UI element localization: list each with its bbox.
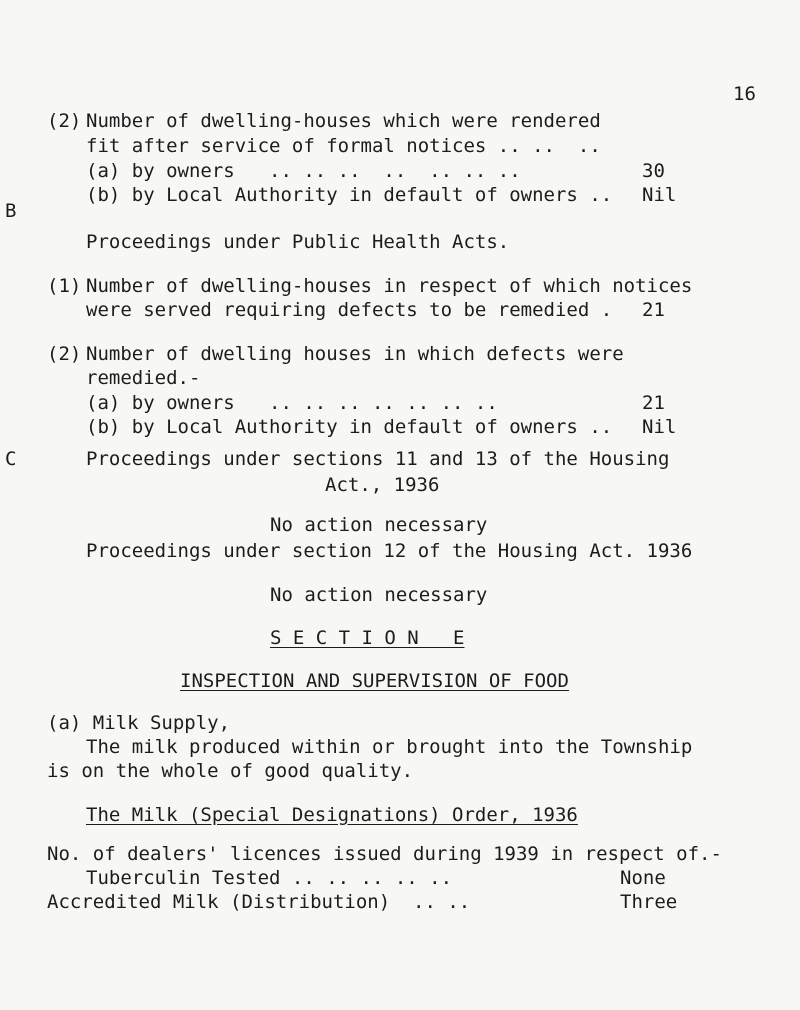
sub-item-b-value: Nil <box>642 416 677 438</box>
sub-item-a: (a) by owners .. .. .. .. .. .. .. <box>86 160 521 182</box>
item-text-line: Number of dwelling-houses in respect of which notices <box>86 275 693 297</box>
sub-item-a-value: 21 <box>642 392 665 414</box>
order-heading: The Milk (Special Designations) Order, 1936 <box>86 804 578 826</box>
item-text-line: fit after service of formal notices .. .. .. <box>86 135 601 157</box>
no-action-text: No action necessary <box>270 514 488 536</box>
sub-item-b: (b) by Local Authority in default of owners .. <box>86 416 613 438</box>
milk-supply-label: (a) Milk Supply, <box>47 712 231 734</box>
sub-item-b-value: Nil <box>642 184 677 206</box>
item-value: 21 <box>642 299 665 321</box>
sub-item-b: (b) by Local Authority in default of owners .. <box>86 184 613 206</box>
tuberculin-line: Tuberculin Tested .. .. .. .. .. <box>86 867 453 889</box>
item-text-line: were served requiring defects to be remedied . <box>86 299 613 321</box>
section-heading: Proceedings under sections 11 and 13 of the Housing <box>86 448 670 470</box>
sub-item-a-value: 30 <box>642 160 665 182</box>
section-subtitle: INSPECTION AND SUPERVISION OF FOOD <box>180 670 569 692</box>
item-number: (1) <box>47 275 82 297</box>
item-number: (2) <box>47 110 82 132</box>
item-text-line: remedied.- <box>86 367 201 389</box>
section-heading: Proceedings under Public Health Acts. <box>86 231 510 253</box>
page-number: 16 <box>733 83 756 105</box>
margin-letter-b: B <box>5 200 17 222</box>
accredited-line: Accredited Milk (Distribution) .. .. <box>47 891 471 913</box>
licences-line: No. of dealers' licences issued during 1939 in respect of.- <box>47 843 722 865</box>
item-text-line: Number of dwelling-houses which were rendered <box>86 110 601 132</box>
item-number: (2) <box>47 343 82 365</box>
paragraph-line: The milk produced within or brought into the Township <box>86 736 693 758</box>
margin-letter-c: C <box>5 448 17 470</box>
section-heading: Proceedings under section 12 of the Housing Act. 1936 <box>86 540 693 562</box>
accredited-value: Three <box>620 891 678 913</box>
tuberculin-value: None <box>620 867 666 889</box>
no-action-text: No action necessary <box>270 584 488 606</box>
sub-item-a: (a) by owners .. .. .. .. .. .. .. <box>86 392 498 414</box>
section-heading-cont: Act., 1936 <box>325 474 440 496</box>
section-title: S E C T I O N E <box>270 627 465 649</box>
paragraph-line: is on the whole of good quality. <box>47 760 414 782</box>
item-text-line: Number of dwelling houses in which defects were <box>86 343 624 365</box>
